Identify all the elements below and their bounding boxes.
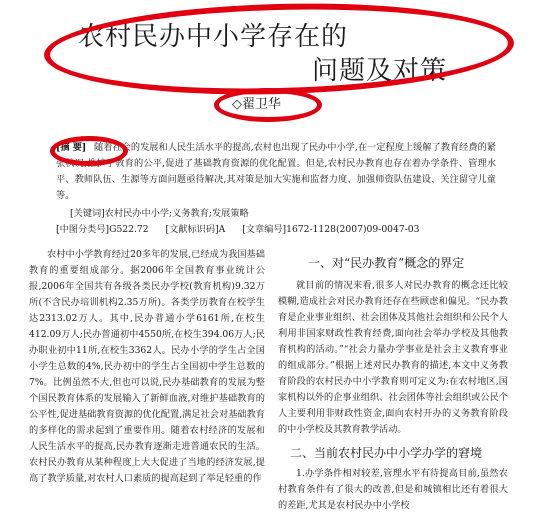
article-number: [文章编号]1672-1128(2007)09-0047-03: [242, 224, 420, 235]
abstract: [56, 140, 496, 204]
title-line-2: 问题及对策: [312, 56, 448, 86]
left-column-text: 农村中小学教育经过20多年的发展,已经成为我国基础教育的重要组成部分。据2006年全国教育事业统计公报,2006年全国共有各级各类民办学校(教育机构)9.32万所(不含民办培训机构2.35万所)。各类学历教育在校学生达2313.02万人。其中,民办普通小学6161所,在校生412.09万人;民办普通初中4550所,在校生394.06万人;民办职业初中11所,在校生3362人。民办小学的学生占全国小学生总数的4%,民办初中的学生占全国初中学生总数的7%。比例虽然不大,但也可以说,民办基础教育的发展为整个国民教育体系的发展输入了新鲜血液,对维护基础教育的公平性,促进基础教育资源的优化配置,满足社会对基础教育的多样化的需求起到了重要作用。随着农村经济的发展和人民生活水平的提高,民办教育逐渐走进普通农民的生活。农村民办教育从某种程度上大大促进了当地的经济发展,提高了教学质量,对农村人口素质的提高起到了举足轻重的作: [29, 249, 265, 484]
section-2-text: 1.办学条件相对较差,管理水平有待提高目前,虽然农村教育条件有了很大的改善,但是和城镇相比还有着很大的差距,尤其是农村民办中小学校: [278, 468, 508, 511]
abstract-label: [摘 要]: [56, 142, 87, 153]
left-column: [29, 247, 265, 487]
abstract-text: 随着社会的发展和人民生活水平的提高,农村也出现了民办中小学,在一定程度上缓解了教育经费的紧张状况,推护了教育的公平,促进了基础教育资源的优化配置。但是,农村民办教育也存在着办学条件、管理水平、教师队伍、生源等方面问题亟待解决,其对策是加大实施和监督力度、加强师资队伍建设、关注留守儿童等。: [56, 142, 496, 201]
title-line-1: 农村民办中小学存在的: [78, 22, 349, 52]
right-column: [278, 254, 508, 514]
document-code: [文献标识码]A: [165, 224, 226, 235]
author: ◇翟卫华: [232, 97, 281, 112]
section-1-text: 就目前的情况来看,很多人对民办教育的概念还比较模糊,造成社会对民办教育还存在些顾虑和偏见。“民办教育是企业事业组织、社会团体及其他社会组织和公民个人利用非国家财政性教育经费,面向社会举办学校及其他教育机构的活动。”“社会力量办学事业是社会主义教育事业的组成部分。”根据上述对民办教育的描述,本文中义务教育阶段的农村民办中小学教育则可定义为:在农村地区,国家机构以外的企事业组织、社会团体等社会组织或公民个人主要利用非财政性资金,面向农村开办的义务教育阶段的中小学校及其教育教学活动。: [278, 280, 508, 435]
section-2-heading: 二、当前农村民办中小学办学的窘境: [290, 446, 483, 460]
section-1-heading: 一、对“民办教育”概念的界定: [308, 256, 465, 270]
clc-number: [中图分类号]G522.72: [56, 224, 149, 235]
classification-meta: [56, 223, 526, 237]
keywords: [关键词]农村民办中小学;义务教育;发展策略: [70, 208, 249, 219]
